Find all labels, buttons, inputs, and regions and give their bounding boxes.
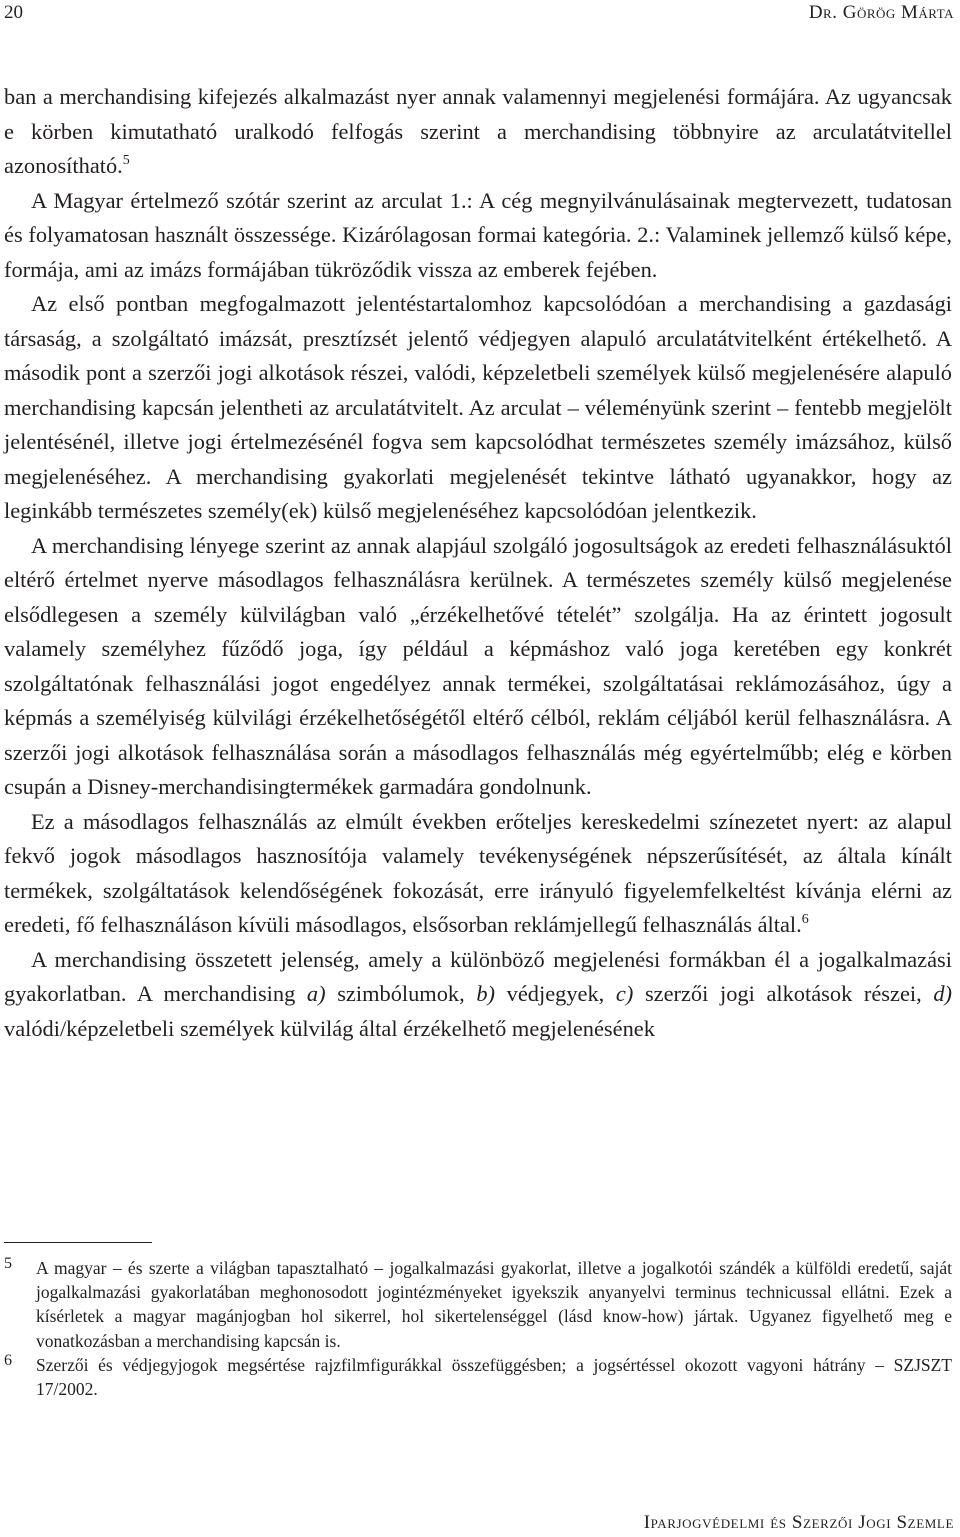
text-run: valódi/képzeletbeli személyek külvilág által érzékelhető megjelenésének bbox=[4, 1015, 655, 1041]
footnote-reference[interactable]: 6 bbox=[801, 911, 809, 927]
page-number: 20 bbox=[4, 2, 23, 23]
text-run: Az első pontban megfogalmazott jelentéstartalomhoz kapcsolódóan a merchandising a gazdasági társaság, a szolgáltató imázsát, presztízsét jelentő védjegyen alapuló arculatátvitelként értékelhető. A második pont a szerzői jogi alkotások részei, valódi, képzeletbeli személyek külső megjelenésére alapuló merchandising kapcsán jelentheti az arculatátvitelt. Az arculat – véleményünk szerint – fentebb megjelölt jelentésénél, illetve jogi értelmezésénél fogva sem kapcsolódhat természetes személy imázsához, külső megjelenéséhez. A merchandising gyakorlati megjelenését tekintve látható ugyanakkor, hogy az leginkább természetes személy(ek) külső megjelenéséhez kapcsolódóan jelentkezik. bbox=[4, 291, 952, 523]
footnotes bbox=[4, 1256, 952, 1401]
footnote bbox=[4, 1353, 952, 1401]
text-run: d) bbox=[933, 981, 952, 1006]
paragraph bbox=[4, 184, 952, 288]
text-run: A merchandising összetett jelenség, amely a különböző megjelenési formákban él a jogalkalmazási gyakorlatban. A merchandising bbox=[4, 946, 952, 1006]
text-run: A merchandising lényege szerint az annak alapjául szolgáló jogosultságok az eredeti felhasználásuktól eltérő értelmet nyerve másodlagos felhasználásra kerülnek. A természetes személy külső megjelenése elsődlegesen a személy külvilágban való „érzékelhetővé tételét” szolgálja. Ha az érintett jogosult valamely személyhez fűződő joga, így például a képmáshoz való joga keretében egy konkrét szolgáltatónak felhasználási jogot engedélyez annak termékei, szolgáltatásai reklámozásához, úgy a képmás a személyiség külvilági érzékelhetőségétől eltérő célból, reklám céljából kerül felhasználásra. A szerzői jogi alkotások felhasználása során a másodlagos felhasználás még egyértelműbb; elég e körben csupán a Disney-merchandisingtermékek garmadára gondolnunk. bbox=[4, 532, 952, 799]
footnote-text: A magyar – és szerte a világban tapasztalható – jogalkalmazási gyakorlat, illetve a jogalkotói szándék a külföldi eredetű, saját jogalkalmazási gyakorlatában meghonosodott jogintézményeket igyekszik anyanyelvi terminus technicussal ellátni. Ezek a kísérletek a magyar magánjogban hol sikerrel, hol sikertelenséggel (lásd know-how) jártak. Ugyanez figyelhető meg e vonatkozásban a merchandising kapcsán is. bbox=[36, 1258, 952, 1351]
text-run: A Magyar értelmező szótár szerint az arculat 1.: A cég megnyilvánulásainak megtervezett, tudatosan és folyamatosan használt összessége. Kizárólagosan formai kategória. 2.: Valaminek jellemző külső képe, formája, ami az imázs formájában tükröződik vissza az emberek fejében. bbox=[4, 187, 952, 282]
footnote-number: 6 bbox=[4, 1351, 12, 1369]
footnote-reference[interactable]: 5 bbox=[122, 152, 130, 168]
running-header-author: Dr. Görög Márta bbox=[808, 2, 954, 23]
text-run: a) bbox=[306, 981, 326, 1006]
text-run: szimbólumok, bbox=[325, 981, 477, 1006]
text-run: ban a merchandising kifejezés alkalmazást nyer annak valamennyi megjelenési formájára. Az ugyancsak e körben kimutatható uralkodó felfogás szerint a merchandising többnyire az arculatátvitellel azonosítható. bbox=[4, 84, 952, 178]
paragraph bbox=[4, 80, 952, 184]
paragraph bbox=[4, 805, 952, 943]
text-run: védjegyek, bbox=[495, 981, 616, 1006]
running-footer-journal: Iparjogvédelmi és Szerzői Jogi Szemle bbox=[643, 1512, 954, 1533]
paragraph bbox=[4, 943, 952, 1047]
paragraph bbox=[4, 529, 952, 805]
footnote bbox=[4, 1256, 952, 1353]
footnote-number: 5 bbox=[4, 1255, 12, 1272]
text-run: b) bbox=[476, 981, 496, 1006]
text-run: c) bbox=[615, 981, 634, 1006]
body-text bbox=[4, 80, 952, 1046]
text-run: szerzői jogi alkotások részei, bbox=[633, 981, 934, 1006]
paragraph bbox=[4, 287, 952, 529]
footnote-separator bbox=[4, 1242, 152, 1243]
footnote-text: Szerzői és védjegyjogok megsértése rajzfilmfigurákkal összefüggésben; a jogsértéssel okozott vagyoni hátrány – SZJSZT 17/2002. bbox=[36, 1354, 952, 1400]
text-run: Ez a másodlagos felhasználás az elmúlt években erőteljes kereskedelmi színezetet nyert: az alapul fekvő jogok másodlagos hasznosítója valamely tevékenységének népszerűsítését, az általa kínált termékek, szolgáltatások kelendőségének fokozását, erre irányuló figyelemfelkeltést kívánja elérni az eredeti, fő felhasználáson kívüli másodlagos, elsősorban reklámjellegű felhasználás által. bbox=[4, 808, 952, 937]
